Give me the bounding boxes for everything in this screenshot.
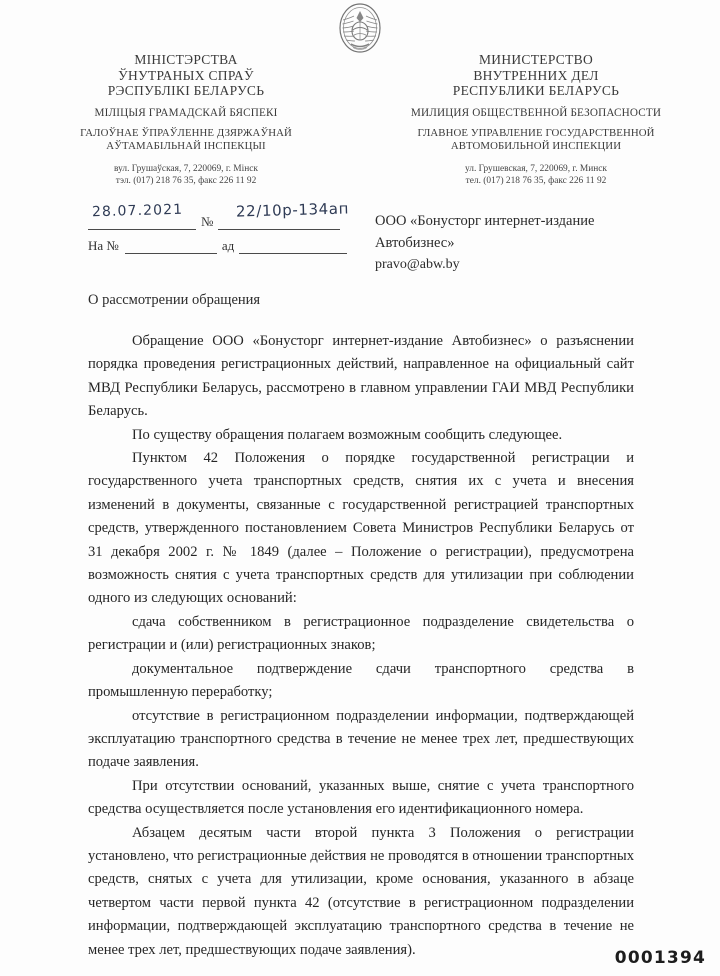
postal-address: вул. Грушаўская, 7, 220069, г. Мінск [114, 163, 258, 174]
handwritten-reference-number: 22/10р-134ап [235, 199, 350, 221]
addressee-email: pravo@abw.by [375, 257, 460, 272]
outgoing-reference-row [88, 199, 388, 230]
letterhead-russian [382, 52, 694, 187]
ministry-line-2: ВНУТРЕННИХ ДЕЛ [473, 67, 599, 83]
reply-number-rule [125, 238, 217, 254]
reply-date-rule [239, 238, 347, 254]
body-paragraph: Пунктом 42 Положения о порядке государственной регистрации и государственного учета транспортных средств, снятия их с учета и внесения изменений в документы, связанные с государственной регистрацией транспортных средств, утвержденного постановлением Совета Министров Республики Беларусь от 31 декабря 2002 г. № 1849 (далее – Положение о регистрации), предусмотрена возможность снятия с учета транспортных средств для утилизации при соблюдении одного из следующих оснований: [88, 450, 634, 607]
department-name-ru [382, 127, 690, 154]
ministry-name-ru [382, 52, 690, 99]
addressee-block [375, 210, 695, 276]
postal-address: ул. Грушевская, 7, 220069, г. Минск [465, 163, 607, 174]
department-line-1: ГЛАВНОЕ УПРАВЛЕНИЕ ГОСУДАРСТВЕННОЙ [417, 126, 655, 139]
letterhead [0, 52, 720, 187]
body-list-item: отсутствие в регистрационном подразделении информации, подтверждающей эксплуатацию транспортного средства в течение не менее трех лет, предшествующих подаче заявления. [88, 707, 634, 771]
body-paragraph: По существу обращения полагаем возможным сообщить следующее. [132, 426, 563, 443]
reference-block [88, 199, 388, 254]
ministry-line-3: РЕСПУБЛИКИ БЕЛАРУСЬ [452, 83, 620, 98]
subject-line: О рассмотрении обращения [88, 292, 261, 308]
ministry-line-2: ЎНУТРАНЫХ СПРАЎ [118, 67, 254, 83]
phone-fax: тел. (017) 218 76 35, факс 226 11 92 [465, 175, 607, 186]
division-name-be: МІЛІЦЫЯ ГРАМАДСКАЙ БЯСПЕКІ [94, 106, 278, 119]
contact-info-be [32, 163, 340, 187]
department-line-1: ГАЛОЎНАЕ ЎПРАЎЛЕННЕ ДЗЯРЖАЎНАЙ [80, 126, 292, 139]
division-name-ru: МИЛИЦИЯ ОБЩЕСТВЕННОЙ БЕЗОПАСНОСТИ [410, 106, 662, 119]
department-name-be [32, 127, 340, 154]
belarus-coat-of-arms-icon [337, 2, 383, 54]
ministry-line-1: МІНІСТЭРСТВА [134, 52, 238, 67]
contact-info-ru [382, 163, 690, 187]
letter-body [88, 330, 634, 962]
body-list-item: сдача собственником в регистрационное подразделение свидетельства о регистрации и (или) регистрационных знаков; [88, 613, 634, 654]
phone-fax: тэл. (017) 218 76 35, факс 226 11 92 [115, 175, 257, 186]
handwritten-date: 28.07.2021 [91, 201, 184, 221]
body-paragraph: При отсутствии оснований, указанных выше, снятие с учета транспортного средства осуществляется после установления его идентификационного номера. [88, 777, 634, 818]
number-symbol: № [201, 214, 214, 229]
body-list-item: документальное подтверждение сдачи транспортного средства в промышленную переработку; [88, 660, 634, 701]
reply-reference-label: На № [88, 238, 119, 253]
body-paragraph: Абзацем десятым части второй пункта 3 Положения о регистрации установлено, что регистрационные действия не проводятся в отношении транспортных средств, снятых с учета для утилизации, кроме основания, указанного в абзаце четвертом части первой пункта 42 (отсутствие в регистрационном подразделении информации, подтверждающей эксплуатацию транспортного средства в течение не менее трех лет, предшествующих подаче заявления). [88, 824, 634, 958]
ministry-name-be [32, 52, 340, 99]
ministry-line-3: РЭСПУБЛІКІ БЕЛАРУСЬ [107, 83, 265, 98]
emblem-container [0, 2, 720, 54]
letterhead-belarusian [26, 52, 340, 187]
page-stamp-number: 0001394 [614, 948, 706, 968]
department-line-2: АЎТАМАБІЛЬНАЙ ІНСПЕКЦЫІ [106, 140, 266, 152]
department-line-2: АВТОМОБИЛЬНОЙ ИНСПЕКЦИИ [450, 140, 622, 152]
reply-date-label: ад [221, 238, 235, 253]
incoming-reference-row [88, 230, 388, 254]
body-paragraph: Обращение ООО «Бонусторг интернет-издание Автобизнес» о разъяснении порядка проведения регистрационных действий, направленное на официальный сайт МВД Республики Беларусь, рассмотрено в главном управлении ГАИ МВД Республики Беларусь. [88, 333, 634, 420]
addressee-line-1: ООО «Бонусторг интернет-издание [375, 213, 595, 229]
addressee-line-2: Автобизнес» [375, 235, 455, 251]
ministry-line-1: МИНИСТЕРСТВО [478, 52, 594, 67]
